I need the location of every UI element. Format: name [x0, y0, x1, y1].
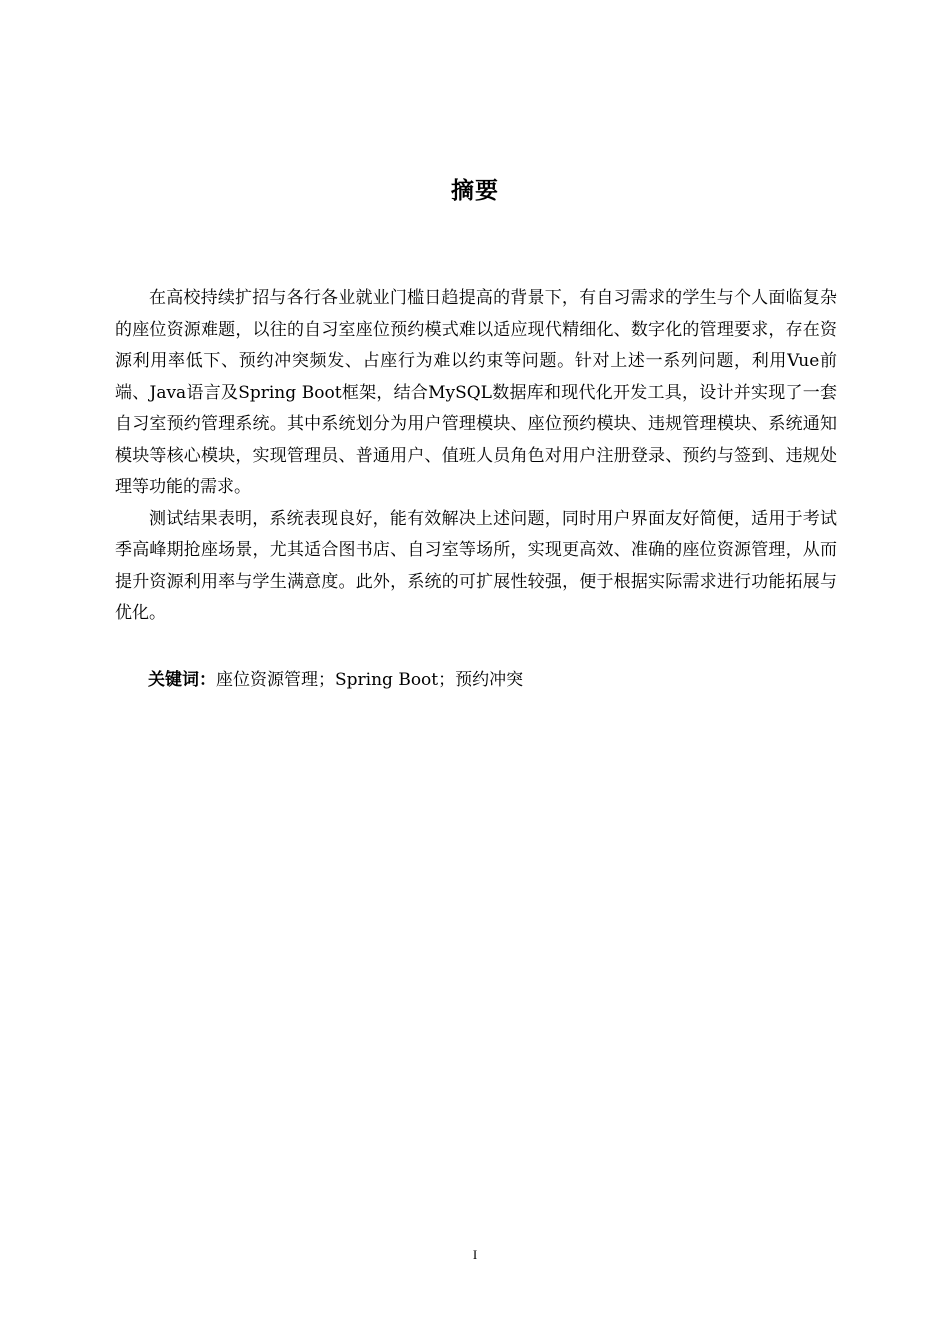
abstract-paragraph-2: 测试结果表明，系统表现良好，能有效解决上述问题，同时用户界面友好简便，适用于考试季高峰期抢座场景，尤其适合图书店、自习室等场所，实现更高效、准确的座位资源管理，从而提升资源利用率与学生满意度。此外，系统的可扩展性较强，便于根据实际需求进行功能拓展与优化。: [115, 508, 837, 623]
abstract-body: [115, 283, 837, 630]
abstract-paragraph-1: 在高校持续扩招与各行各业就业门槛日趋提高的背景下，有自习需求的学生与个人面临复杂的座位资源难题，以往的自习室座位预约模式难以适应现代精细化、数字化的管理要求，存在资源利用率低下、预约冲突频发、占座行为难以约束等问题。针对上述一系列问题，利用Vue前端、Java语言及Spring Boot框架，结合MySQL数据库和现代化开发工具，设计并实现了一套自习室预约管理系统。其中系统划分为用户管理模块、座位预约模块、违规管理模块、系统通知模块等核心模块，实现管理员、普通用户、值班人员角色对用户注册登录、预约与签到、违规处理等功能的需求。: [115, 288, 837, 497]
keywords-label: 关键词：: [148, 670, 216, 690]
page-title: 摘要: [451, 178, 499, 204]
page-number: I: [472, 1247, 478, 1262]
keywords-line: [148, 665, 838, 696]
keywords-text: 座位资源管理；Spring Boot；预约冲突: [216, 670, 524, 690]
